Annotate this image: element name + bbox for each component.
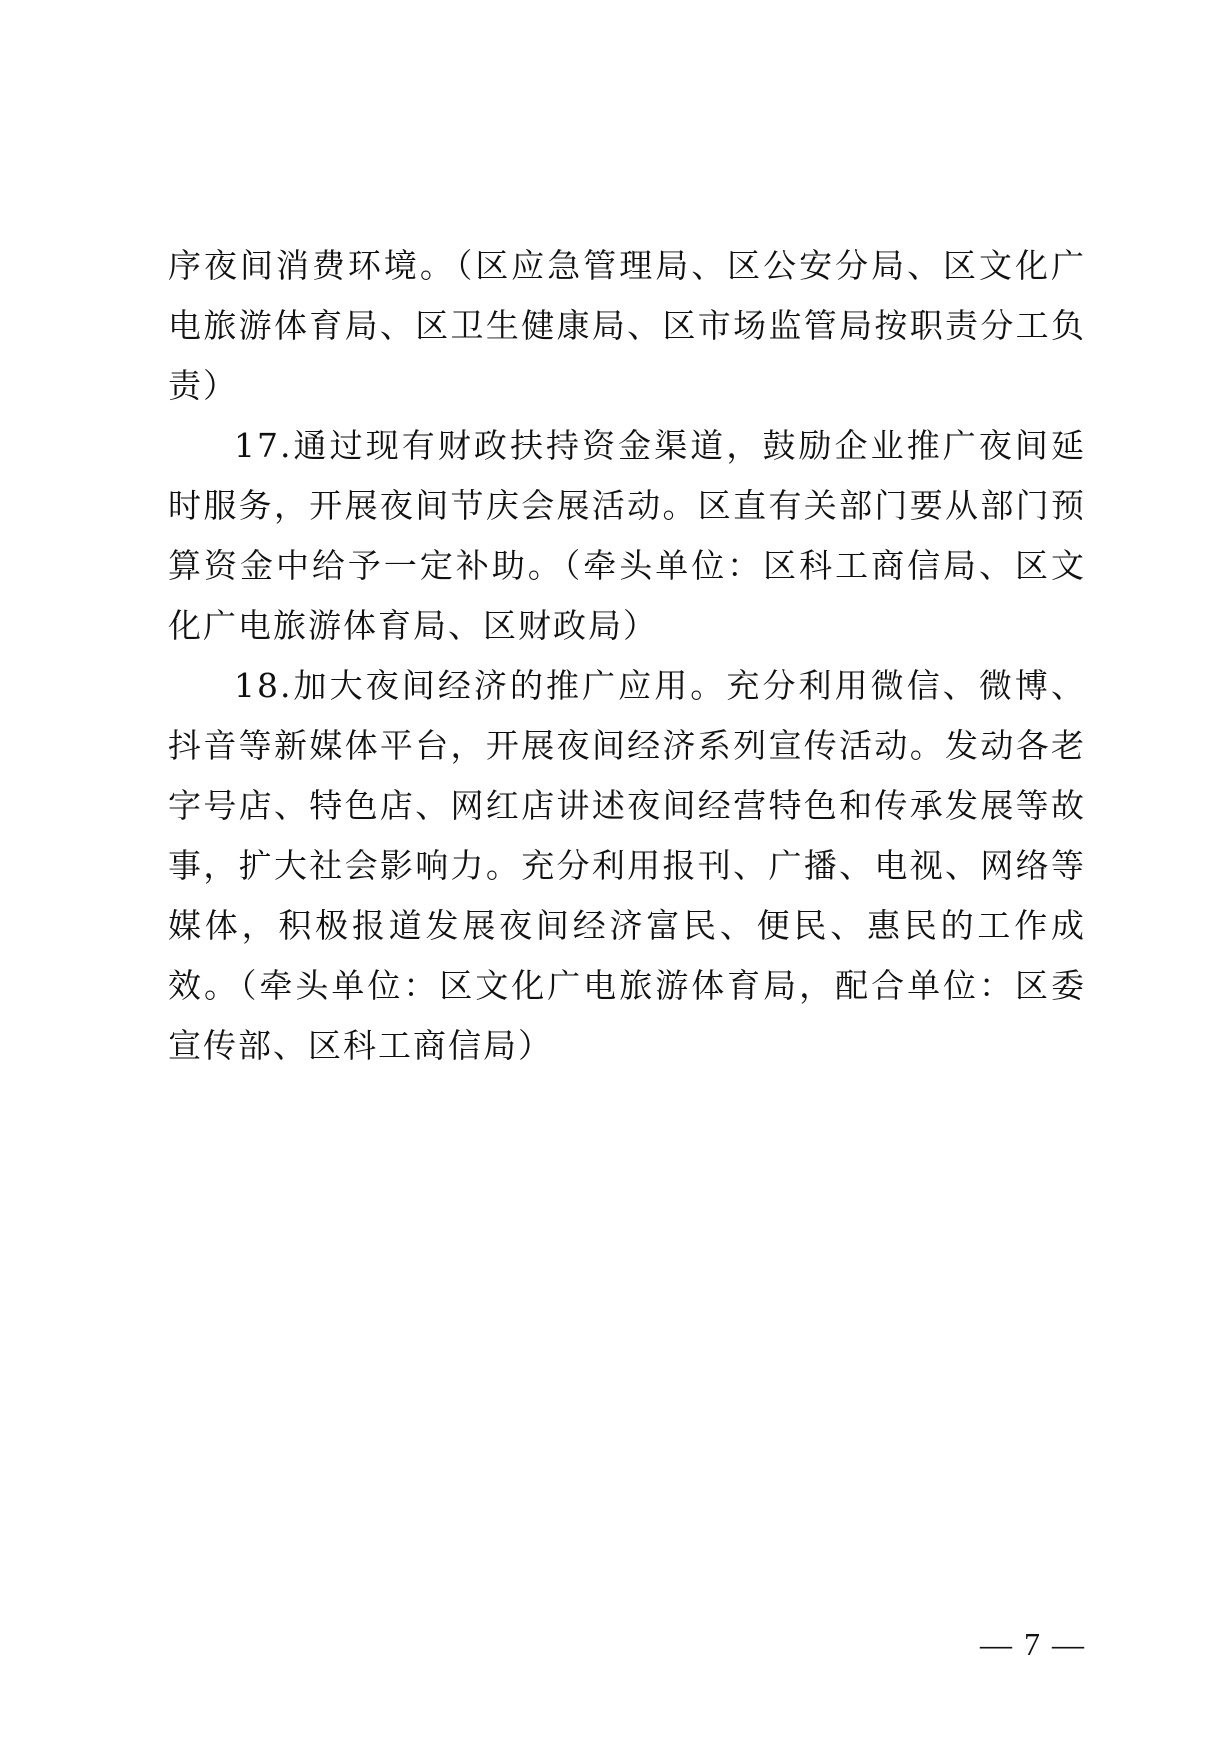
paragraph-continuation: 序夜间消费环境。（区应急管理局、区公安分局、区文化广电旅游体育局、区卫生健康局、区市场监管局按职责分工负责） [168, 246, 1086, 405]
paragraph-item-18: 18.加大夜间经济的推广应用。充分利用微信、微博、抖音等新媒体平台，开展夜间经济系列宣传活动。发动各老字号店、特色店、网红店讲述夜间经营特色和传承发展等故事，扩大社会影响力。充分利用报刊、广播、电视、网络等媒体，积极报道发展夜间经济富民、便民、惠民的工作成效。（牵头单位：区文化广电旅游体育局，配合单位：区委宣传部、区科工商信局） [168, 666, 1086, 1065]
body-text [168, 236, 1086, 1076]
page-number: — 7 — [980, 1626, 1086, 1662]
paragraph-item-17: 17.通过现有财政扶持资金渠道，鼓励企业推广夜间延时服务，开展夜间节庆会展活动。区直有关部门要从部门预算资金中给予一定补助。（牵头单位：区科工商信局、区文化广电旅游体育局、区财政局） [168, 426, 1086, 645]
